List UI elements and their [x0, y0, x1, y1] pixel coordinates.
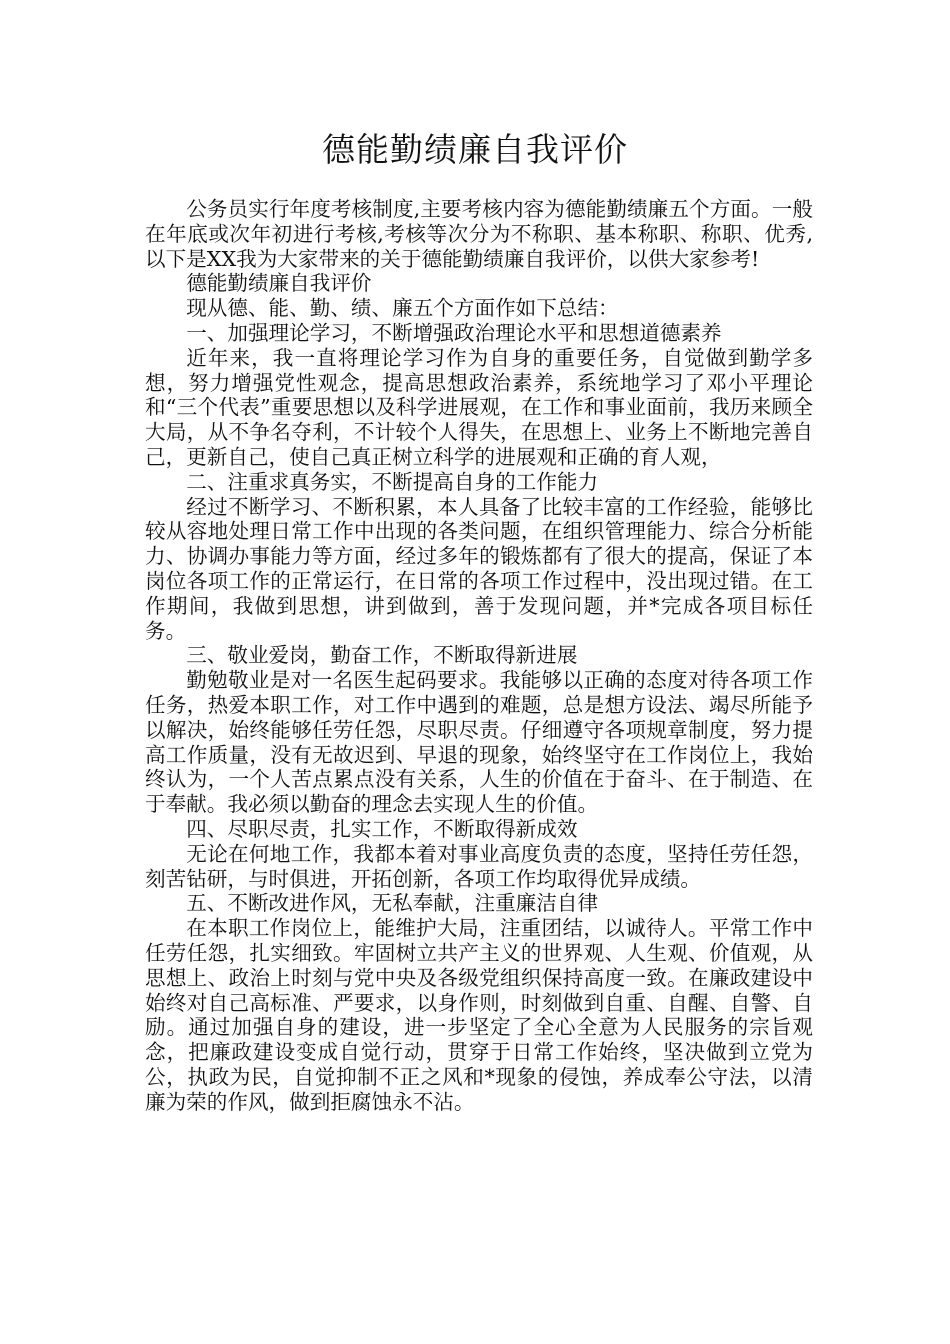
- section-heading-3: 三、敬业爱岗，勤奋工作，不断取得新进展: [186, 643, 578, 668]
- section-paragraph-4: 无论在何地工作，我都本着对事业高度负责的态度，坚持任劳任怨，刻苦钻研，与时俱进，开拓创新，各项工作均取得优异成绩。: [145, 841, 813, 891]
- document-body: [145, 197, 813, 1114]
- section-heading-2: 二、注重求真务实，不断提高自身的工作能力: [186, 469, 599, 494]
- section-paragraph-3: 勤勉敬业是对一名医生起码要求。我能够以正确的态度对待各项工作任务，热爱本职工作，对工作中遇到的难题，总是想方设法、竭尽所能予以解决，始终能够任劳任怨，尽职尽责。仔细遵守各项规章制度，努力提高工作质量，没有无故迟到、早退的现象，始终坚守在工作岗位上，我始终认为，一个人苦点累点没有关系，人生的价值在于奋斗、在于制造、在于奉献。我必须以勤奋的理念去实现人生的价值。: [145, 668, 813, 817]
- section-heading-1: 一、加强理论学习，不断增强政治理论水平和思想道德素养: [186, 320, 722, 345]
- section-paragraph-1: 近年来，我一直将理论学习作为自身的重要任务，自觉做到勤学多想，努力增强党性观念，提高思想政治素养，系统地学习了邓小平理论和“三个代表”重要思想以及科学进展观，在工作和事业面前，我历来顾全大局，从不争名夺利，不计较个人得失，在思想上、业务上不断地完善自己，更新自己，使自己真正树立科学的进展观和正确的育人观，: [145, 345, 813, 469]
- document-title: 德能勤绩廉自我评价: [322, 130, 628, 169]
- section-paragraph-2: 经过不断学习、不断积累，本人具备了比较丰富的工作经验，能够比较从容地处理日常工作中出现的各类问题，在组织管理能力、综合分析能力、协调办事能力等方面，经过多年的锻炼都有了很大的提高，保证了本岗位各项工作的正常运行，在日常的各项工作过程中，没出现过错。在工作期间，我做到思想，讲到做到，善于发现问题，并*完成各项目标任务。: [145, 494, 813, 643]
- summary-line: 现从德、能、勤、绩、廉五个方面作如下总结：: [186, 296, 619, 321]
- intro-paragraph: 公务员实行年度考核制度,主要考核内容为德能勤绩廉五个方面。一般在年底或次年初进行考核,考核等次分为不称职、基本称职、称职、优秀,以下是XX我为大家带来的关于德能勤绩廉自我评价，以供大家参考!: [145, 197, 813, 271]
- section-heading-4: 四、尽职尽责，扎实工作，不断取得新成效: [186, 816, 578, 841]
- subtitle-line: 德能勤绩廉自我评价: [186, 271, 372, 296]
- section-heading-5: 五、不断改进作风，无私奉献，注重廉洁自律: [186, 891, 599, 916]
- section-paragraph-5: 在本职工作岗位上，能维护大局，注重团结，以诚待人。平常工作中任劳任怨，扎实细致。牢固树立共产主义的世界观、人生观、价值观，从思想上、政治上时刻与党中央及各级党组织保持高度一致。在廉政建设中始终对自己高标准、严要求，以身作则，时刻做到自重、自醒、自警、自励。通过加强自身的建设，进一步坚定了全心全意为人民服务的宗旨观念，把廉政建设变成自觉行动，贯穿于日常工作始终，坚决做到立党为公，执政为民，自觉抑制不正之风和*现象的侵蚀，养成奉公守法，以清廉为荣的作风，做到拒腐蚀永不沾。: [145, 916, 813, 1114]
